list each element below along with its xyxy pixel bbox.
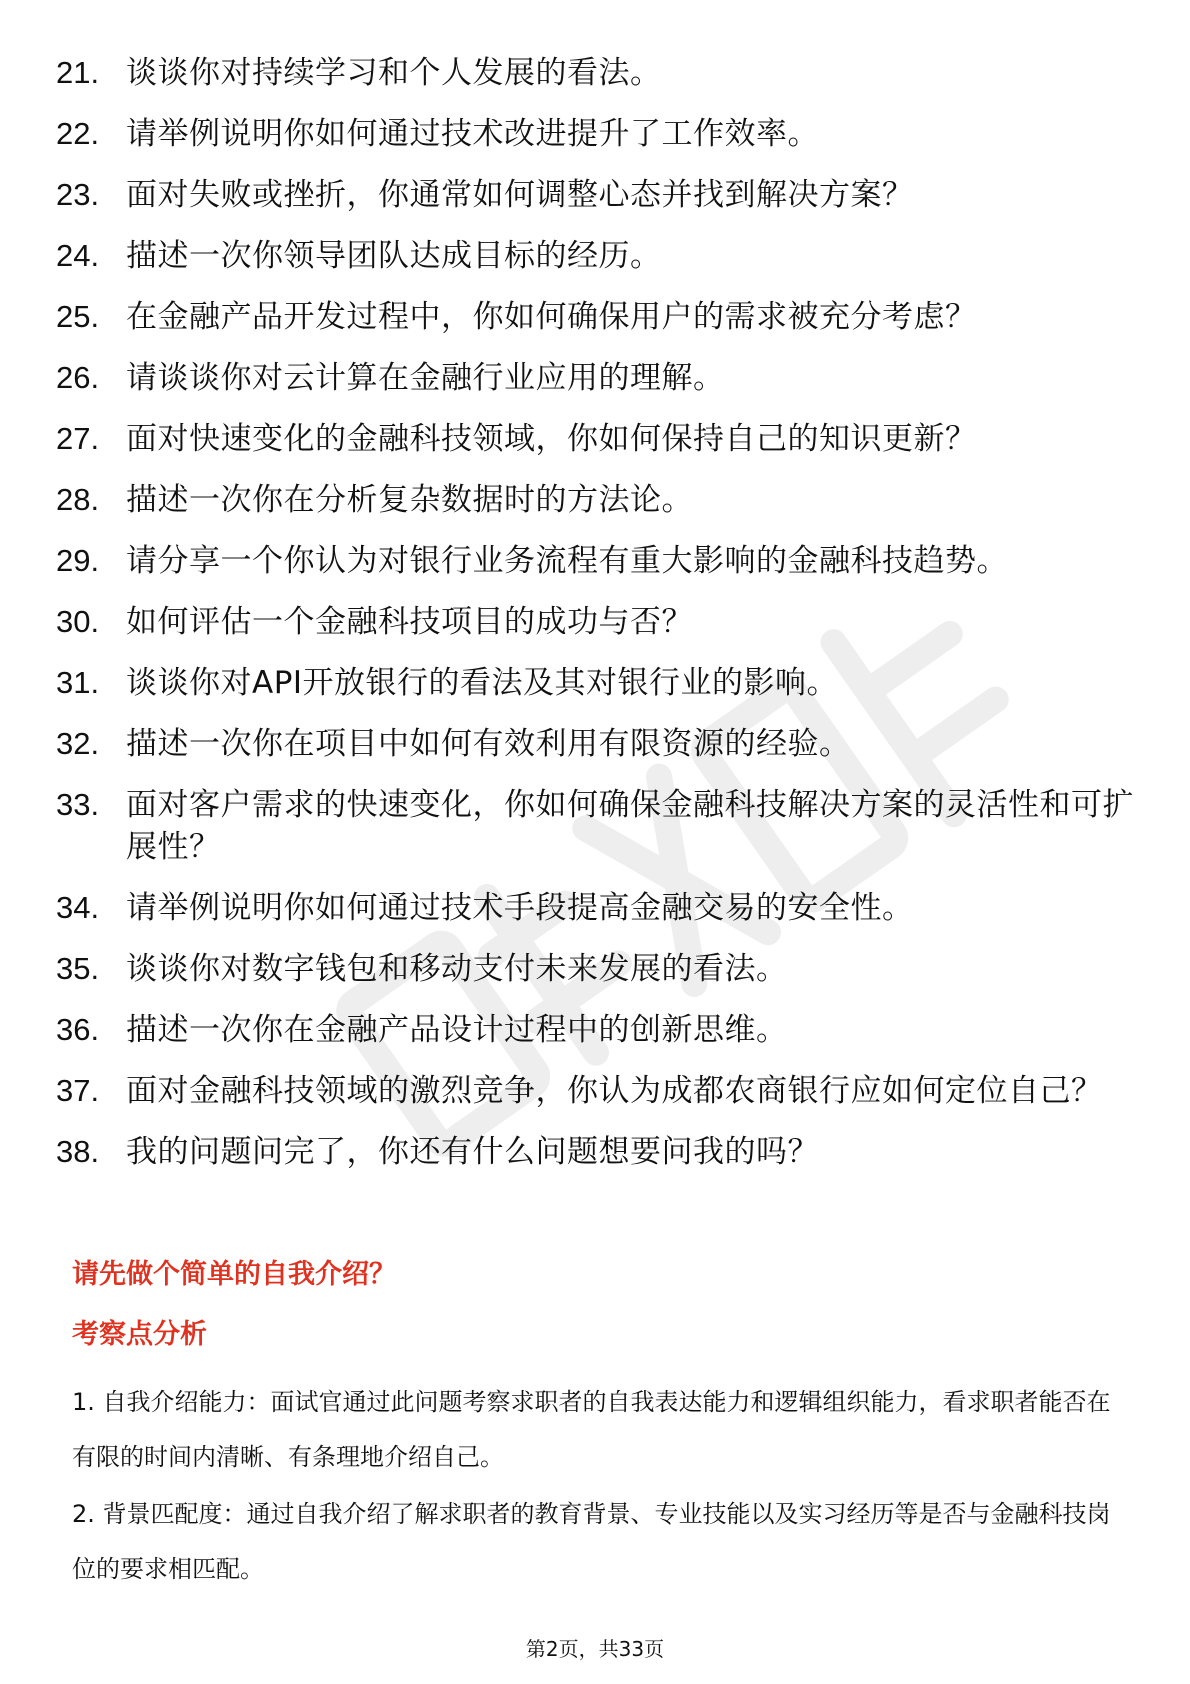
- item-number: 31.: [56, 665, 100, 700]
- item-number: 36.: [56, 1012, 100, 1047]
- item-text: 请分享一个你认为对银行业务流程有重大影响的金融科技趋势。: [126, 543, 1008, 579]
- list-item: [56, 113, 1136, 155]
- item-number: 22.: [56, 116, 100, 151]
- analysis-heading: 考察点分析: [72, 1319, 207, 1350]
- question-title: 请先做个简单的自我介绍？: [72, 1259, 396, 1290]
- answer-section: [72, 1255, 1132, 1599]
- list-item: [56, 948, 1136, 990]
- list-item: [56, 235, 1136, 277]
- list-item: [56, 357, 1136, 399]
- list-item: [56, 296, 1136, 338]
- item-text: 谈谈你对数字钱包和移动支付未来发展的看法。: [126, 951, 788, 987]
- analysis-point: 2. 背景匹配度：通过自我介绍了解求职者的教育背景、专业技能以及实习经历等是否与金融科技岗位的要求相匹配。: [72, 1500, 1111, 1583]
- list-item: [56, 1009, 1136, 1051]
- item-text: 描述一次你领导团队达成目标的经历。: [126, 238, 662, 274]
- analysis-point: 1. 自我介绍能力：面试官通过此问题考察求职者的自我表达能力和逻辑组织能力，看求职者能否在有限的时间内清晰、有条理地介绍自己。: [72, 1388, 1111, 1471]
- list-item: [56, 1070, 1136, 1112]
- list-item: [56, 174, 1136, 216]
- list-item: [56, 52, 1136, 94]
- list-item: [56, 887, 1136, 929]
- list-item: [56, 418, 1136, 460]
- item-text: 请举例说明你如何通过技术改进提升了工作效率。: [126, 116, 819, 152]
- item-number: 25.: [56, 299, 100, 334]
- item-text: 描述一次你在项目中如何有效利用有限资源的经验。: [126, 726, 851, 762]
- list-item: [56, 1131, 1136, 1173]
- list-item: [56, 540, 1136, 582]
- list-item: [56, 479, 1136, 521]
- item-text: 请谈谈你对云计算在金融行业应用的理解。: [126, 360, 725, 396]
- item-number: 34.: [56, 890, 100, 925]
- page-number: 第2页，共33页: [525, 1637, 665, 1661]
- item-text: 面对客户需求的快速变化，你如何确保金融科技解决方案的灵活性和可扩展性？: [126, 787, 1134, 865]
- item-text: 在金融产品开发过程中，你如何确保用户的需求被充分考虑？: [126, 299, 977, 335]
- list-item: [56, 662, 1136, 704]
- item-number: 21.: [56, 55, 100, 90]
- item-number: 24.: [56, 238, 100, 273]
- item-number: 26.: [56, 360, 100, 395]
- item-text: 如何评估一个金融科技项目的成功与否？: [126, 604, 693, 640]
- item-number: 35.: [56, 951, 100, 986]
- item-text: 面对失败或挫折，你通常如何调整心态并找到解决方案？: [126, 177, 914, 213]
- list-item: [56, 784, 1136, 868]
- item-number: 30.: [56, 604, 100, 639]
- item-text: 面对金融科技领域的激烈竞争，你认为成都农商银行应如何定位自己？: [126, 1073, 1103, 1109]
- list-item: [56, 723, 1136, 765]
- item-number: 29.: [56, 543, 100, 578]
- item-text: 描述一次你在金融产品设计过程中的创新思维。: [126, 1012, 788, 1048]
- list-item: [56, 601, 1136, 643]
- item-number: 37.: [56, 1073, 100, 1108]
- item-text: 面对快速变化的金融科技领域，你如何保持自己的知识更新？: [126, 421, 977, 457]
- item-number: 32.: [56, 726, 100, 761]
- item-text: 我的问题问完了，你还有什么问题想要问我的吗？: [126, 1134, 819, 1170]
- question-list: [56, 52, 1136, 1192]
- item-text: 谈谈你对API开放银行的看法及其对银行业的影响。: [126, 665, 839, 701]
- item-number: 33.: [56, 787, 100, 822]
- item-number: 27.: [56, 421, 100, 456]
- item-number: 38.: [56, 1134, 100, 1169]
- item-number: 23.: [56, 177, 100, 212]
- item-text: 谈谈你对持续学习和个人发展的看法。: [126, 55, 662, 91]
- item-text: 描述一次你在分析复杂数据时的方法论。: [126, 482, 693, 518]
- item-text: 请举例说明你如何通过技术手段提高金融交易的安全性。: [126, 890, 914, 926]
- item-number: 28.: [56, 482, 100, 517]
